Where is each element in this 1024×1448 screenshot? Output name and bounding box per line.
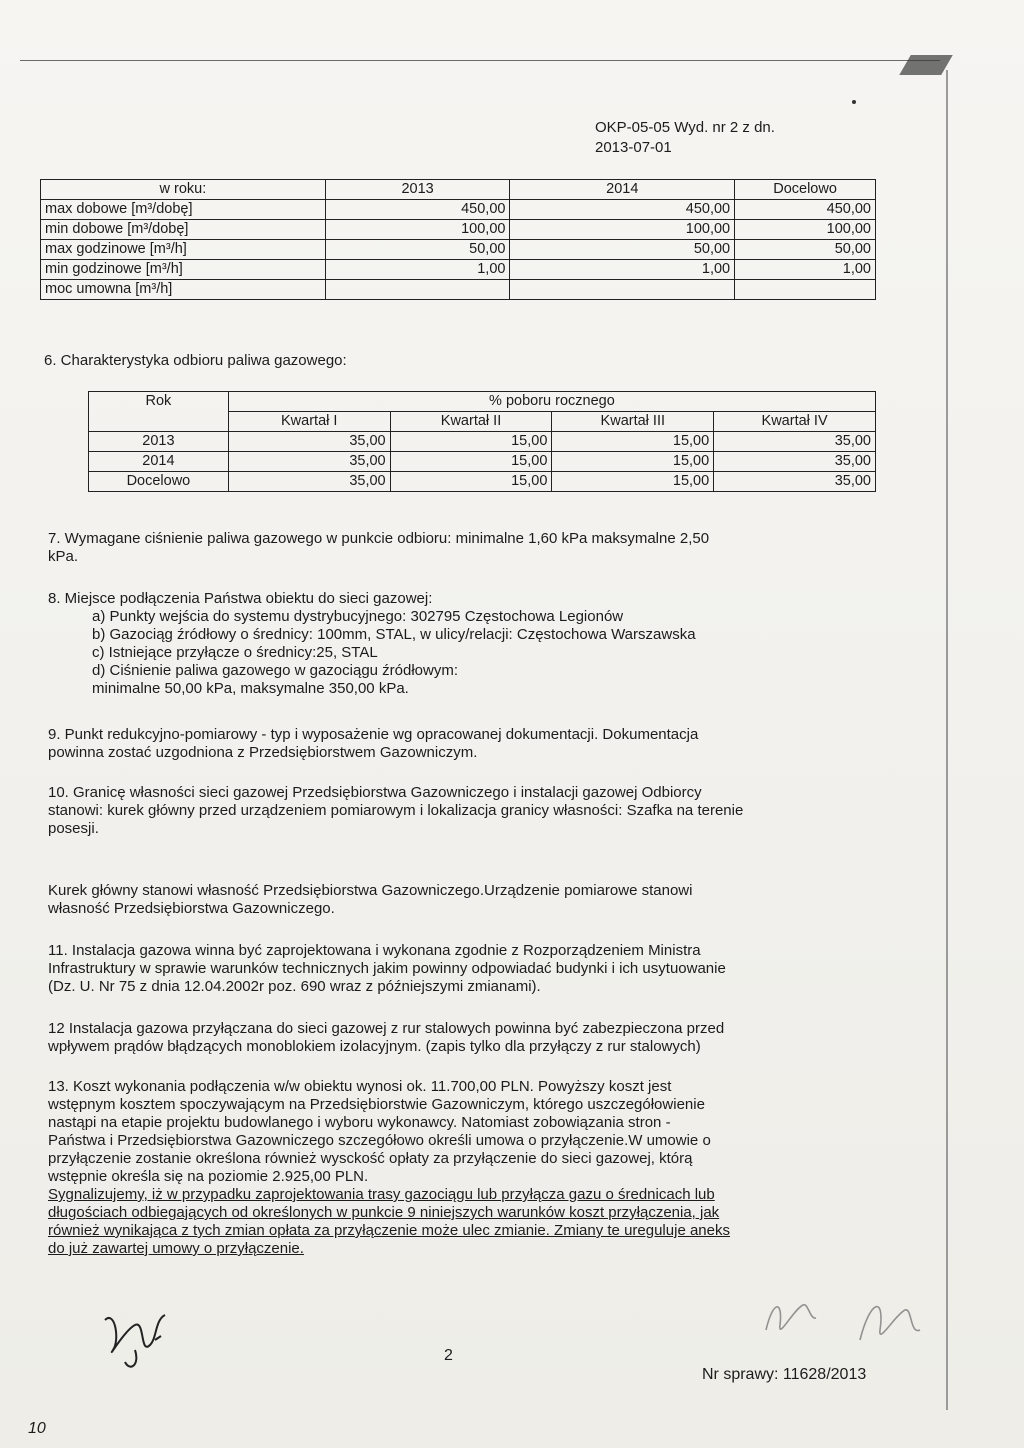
cell-value: 35,00: [714, 452, 876, 472]
section-12-line: wpływem prądów błądzących monoblokiem izolacyjnym. (zapis tylko dla przyłączy z rur stalowych): [48, 1038, 701, 1055]
cell-value: 50,00: [325, 240, 510, 260]
section-11-line: 11. Instalacja gazowa winna być zaprojektowana i wykonana zgodnie z Rozporządzeniem Ministra: [48, 942, 701, 959]
cell-value: 35,00: [228, 472, 390, 492]
kurek-line: własność Przedsiębiorstwa Gazowniczego.: [48, 900, 335, 917]
section-8-item-d: d) Ciśnienie paliwa gazowego w gazociągu źródłowym:: [92, 662, 459, 679]
row-label: max dobowe [m³/dobę]: [41, 200, 326, 220]
header-2014: 2014: [510, 180, 735, 200]
cell-value: 15,00: [552, 432, 714, 452]
header-q2: Kwartał II: [390, 412, 552, 432]
section-8-title: 8. Miejsce podłączenia Państwa obiektu do sieci gazowej:: [48, 590, 433, 607]
signature-left: [95, 1300, 185, 1380]
header-percent: % poboru rocznego: [228, 392, 875, 412]
header-2013: 2013: [325, 180, 510, 200]
kurek-paragraph: [48, 882, 886, 918]
row-year: Docelowo: [89, 472, 229, 492]
handwritten-page-number: 10: [28, 1420, 46, 1437]
row-label: min dobowe [m³/dobę]: [41, 220, 326, 240]
table-header-row: [41, 180, 876, 200]
kurek-line: Kurek główny stanowi własność Przedsiębiorstwa Gazowniczego.Urządzenie pomiarowe stanowi: [48, 882, 693, 899]
section-7: [48, 530, 868, 566]
section-11-line: Infrastruktury w sprawie warunków technicznych jakim powinny odpowiadać budynki i ich usytuowanie: [48, 960, 726, 977]
section-8: [48, 590, 868, 698]
table-row: [89, 452, 876, 472]
section-10-line: 10. Granicę własności sieci gazowej Przedsiębiorstwa Gazowniczego i instalacji gazowej Odbiorcy: [48, 784, 702, 801]
table-header-row: [89, 392, 876, 412]
cell-value: 450,00: [510, 200, 735, 220]
cell-value: 15,00: [552, 472, 714, 492]
cell-value: 15,00: [390, 432, 552, 452]
cell-value: 1,00: [325, 260, 510, 280]
cell-value: 100,00: [735, 220, 876, 240]
section-6-title: 6. Charakterystyka odbioru paliwa gazowego:: [44, 352, 347, 369]
doc-date: 2013-07-01: [595, 139, 672, 156]
section-11-line: (Dz. U. Nr 75 z dnia 12.04.2002r poz. 690 wraz z późniejszymi zmianami).: [48, 978, 541, 995]
section-13-line: wstępnie określa się na poziomie 2.925,00 PLN.: [48, 1168, 369, 1185]
section-13-notice-line: długościach odbiegających od określonych w punkcie 9 niniejszych warunków koszt przyłączenia, jak: [48, 1204, 720, 1221]
row-label: max godzinowe [m³/h]: [41, 240, 326, 260]
row-year: 2014: [89, 452, 229, 472]
row-label: min godzinowe [m³/h]: [41, 260, 326, 280]
cell-value: [510, 280, 735, 300]
section-9-line: powinna zostać uzgodniona z Przedsiębiorstwem Gazowniczym.: [48, 744, 478, 761]
header-q3: Kwartał III: [552, 412, 714, 432]
document-header: [595, 118, 775, 158]
table-row: [41, 200, 876, 220]
signature-right: [850, 1290, 930, 1360]
cell-value: [735, 280, 876, 300]
section-7-line: kPa.: [48, 548, 79, 565]
cell-value: 35,00: [714, 432, 876, 452]
section-10: [48, 784, 886, 838]
section-12: [48, 1020, 890, 1056]
row-label: moc umowna [m³/h]: [41, 280, 326, 300]
header-year: w roku:: [41, 180, 326, 200]
header-rok: Rok: [89, 392, 229, 432]
section-13-line: wstępnym kosztem spoczywającym na Przedsiębiorstwie Gazowniczym, którego uszczegółowienie: [48, 1096, 705, 1113]
header-q4: Kwartał IV: [714, 412, 876, 432]
section-13-notice-line: również wynikająca z tych zmian opłata za przyłączenie może ulec zmianie. Zmiany te ureguluje aneks: [48, 1222, 730, 1239]
cell-value: 100,00: [510, 220, 735, 240]
top-rule: [20, 60, 940, 61]
cell-value: 1,00: [735, 260, 876, 280]
cell-value: 15,00: [390, 472, 552, 492]
section-13-line: przyłączenie zostanie określona również wysckość opłaty za przyłączenie do sieci gazowej, którą: [48, 1150, 693, 1167]
section-11: [48, 942, 890, 996]
section-9-line: 9. Punkt redukcyjno-pomiarowy - typ i wyposażenie wg opracowanej dokumentacji. Dokumentacja: [48, 726, 699, 743]
table-row: [41, 240, 876, 260]
scan-speck: [852, 100, 856, 104]
section-7-line: 7. Wymagane ciśnienie paliwa gazowego w punkcie odbioru: minimalne 1,60 kPa maksymalne 2,50: [48, 530, 710, 547]
header-q1: Kwartał I: [228, 412, 390, 432]
table-row: [89, 432, 876, 452]
cell-value: 100,00: [325, 220, 510, 240]
cell-value: 15,00: [390, 452, 552, 472]
cell-value: 35,00: [714, 472, 876, 492]
section-8-item-c: c) Istniejące przyłącze o średnicy:25, STAL: [92, 644, 378, 661]
section-13: [48, 1078, 890, 1258]
cell-value: 35,00: [228, 452, 390, 472]
page-number: 2: [444, 1347, 453, 1364]
doc-code: OKP-05-05 Wyd. nr 2 z dn.: [595, 119, 775, 136]
consumption-table: [40, 179, 876, 300]
section-10-line: posesji.: [48, 820, 99, 837]
page-edge: [946, 70, 948, 1410]
section-12-line: 12 Instalacja gazowa przyłączana do sieci gazowej z rur stalowych powinna być zabezpieczona przed: [48, 1020, 725, 1037]
section-8-item-b: b) Gazociąg źródłowy o średnicy: 100mm, STAL, w ulicy/relacji: Częstochowa Warszawska: [92, 626, 696, 643]
signature-middle: [758, 1290, 828, 1350]
section-13-line: 13. Koszt wykonania podłączenia w/w obiektu wynosi ok. 11.700,00 PLN. Powyższy koszt jest: [48, 1078, 672, 1095]
cell-value: 50,00: [510, 240, 735, 260]
section-13-notice-line: Sygnalizujemy, iż w przypadku zaprojektowania trasy gazociągu lub przyłącza gazu o średnicach lub: [48, 1186, 715, 1203]
case-number: Nr sprawy: 11628/2013: [702, 1366, 867, 1383]
table-row: [89, 472, 876, 492]
quarterly-usage-table: [88, 391, 876, 492]
cell-value: [325, 280, 510, 300]
table-row: [41, 220, 876, 240]
table-row: [41, 260, 876, 280]
cell-value: 450,00: [735, 200, 876, 220]
cell-value: 15,00: [552, 452, 714, 472]
cell-value: 450,00: [325, 200, 510, 220]
section-9: [48, 726, 886, 762]
section-10-line: stanowi: kurek główny przed urządzeniem pomiarowym i lokalizacja granicy własności: Szafka na terenie: [48, 802, 744, 819]
section-13-line: Państwa i Przedsiębiorstwa Gazowniczego szczegółowo określi umowa o przyłączenie.W umowie o: [48, 1132, 711, 1149]
section-13-line: nastąpi na etapie projektu budowlanego i wyboru wykonawcy. Natomiast zobowiązania stron -: [48, 1114, 671, 1131]
row-year: 2013: [89, 432, 229, 452]
section-8-item-a: a) Punkty wejścia do systemu dystrybucyjnego: 302795 Częstochowa Legionów: [92, 608, 624, 625]
scan-corner-mark: [899, 55, 953, 75]
table-row: [41, 280, 876, 300]
cell-value: 50,00: [735, 240, 876, 260]
cell-value: 35,00: [228, 432, 390, 452]
header-target: Docelowo: [735, 180, 876, 200]
cell-value: 1,00: [510, 260, 735, 280]
section-8-item-d-values: minimalne 50,00 kPa, maksymalne 350,00 kPa.: [92, 680, 409, 697]
section-13-notice-line: do już zawartej umowy o przyłączenie.: [48, 1240, 304, 1257]
